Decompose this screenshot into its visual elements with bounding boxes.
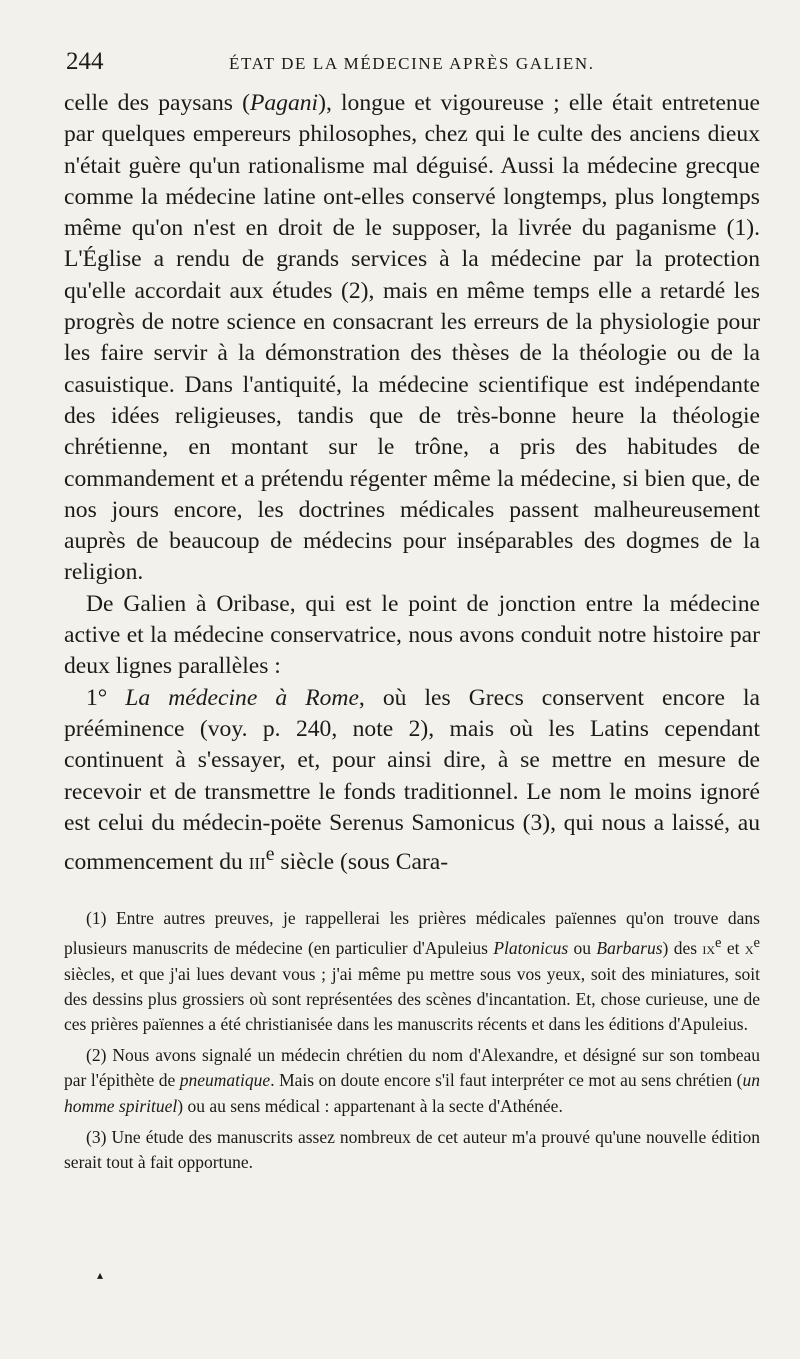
century-numeral: iii: [248, 848, 266, 875]
page-number: 244: [66, 48, 104, 75]
footnote-2: (2) Nous avons signalé un médecin chrétien du nom d'Alexandre, et désigné sur son tombeau par l'épithète de pneumatique. Mais on doute encore s'il faut interpréter ce mot au sens chrétien (un homme spirituel) ou au sens médical : appartenant à la secte d'Athénée.: [64, 1045, 760, 1116]
footnotes: [64, 906, 760, 1175]
footnote-1: (1) Entre autres preuves, je rappellerai les prières médicales païennes qu'on trouve dans plusieurs manuscrits de médecine (en particulier d'Apuleius Platonicus ou Barbarus) des $ix^e$ et $x^e$ siècles, et que j'ai lues devant vous ; j'ai même pu mettre sous vos yeux, soit des miniatures, soit des dessins plus grossiers où sont représentées des scènes d'incantation. Et, chose curieuse, une de ces prières païennes a été christianisée dans les manuscrits récents et dans les éditions d'Apuleius.: [64, 908, 761, 1034]
paragraph-1: celle des paysans (Pagani), longue et vigoureuse ; elle était entretenue par quelques empereurs philosophes, chez qui le culte des anciens dieux n'était guère qu'un rationalisme mal déguisé. Aussi la médecine grecque comme la médecine latine ont-elles conservé longtemps, plus longtemps même qu'on n'est en droit de le supposer, la livrée du paganisme (1). L'Église a rendu de grands services à la médecine par la protection qu'elle accordait aux études (2), mais en même temps elle a retardé les progrès de notre science en consacrant les erreurs de la physiologie pour les faire servir à la démonstration des thèses de la théologie ou de la casuistique. Dans l'antiquité, la médecine scientifique est indépendante des idées religieuses, tandis que de très-bonne heure la théologie chrétienne, en montant sur le trône, a pris des habitudes de commandement et a prétendu régenter même la médecine, si bien que, de nos jours encore, les doctrines médicales passent malheureusement auprès de beaucoup de médecins pour inséparables des dogmes de la religion.: [64, 90, 760, 586]
running-head: [64, 48, 760, 88]
body-text: [64, 88, 760, 878]
rome-italic: La médecine à Rome: [125, 684, 359, 711]
paragraph-3: 1° La médecine à Rome, où les Grecs conservent encore la prééminence (voy. p. 240, note 2), mais où les Latins cependant continuent à s'essayer, et, pour ainsi dire, à se mettre en mesure de recevoir et de transmettre le fonds traditionnel. Le nom le moins ignoré est celui du médecin-poëte Serenus Samonicus (3), qui nous a laissé, au commencement du iii$^e$ siècle (sous Cara-: [64, 684, 760, 875]
pagani-italic: Pagani: [249, 90, 319, 116]
running-title: ÉTAT DE LA MÉDECINE APRÈS GALIEN.: [229, 54, 595, 73]
paragraph-2: De Galien à Oribase, qui est le point de jonction entre la médecine active et la médecine conservatrice, nous avons conduit notre histoire par deux lignes parallèles :: [64, 590, 760, 680]
footnote-3: (3) Une étude des manuscrits assez nombreux de cet auteur m'a prouvé qu'une nouvelle édition serait tout à fait opportune.: [64, 1126, 760, 1172]
printer-mark: ▴: [97, 1268, 104, 1282]
